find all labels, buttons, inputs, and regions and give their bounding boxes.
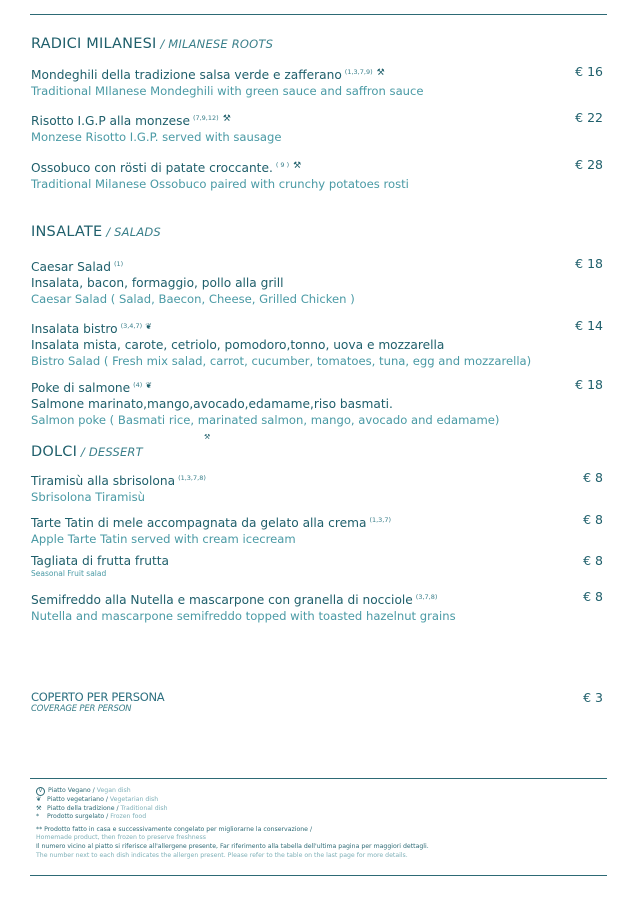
price: € 16	[575, 64, 603, 79]
menu-item-caesar: Caesar Salad $^{(1)}$ Insalata, bacon, formaggio, pollo alla grill Caesar Salad ( Salad, Baecon, Cheese, Grilled Chicken ) € 18	[31, 256, 603, 306]
price: € 14	[575, 318, 603, 333]
menu-item-tiramisu: Tiramisù alla sbrisolona $^{(1,3,7,8)}$ Sbrisolona Tiramisù € 8	[31, 470, 603, 504]
legend-vegan: V Piatto Vegano / Vegan dish	[36, 787, 596, 796]
hammer-icon: ⚒	[222, 114, 231, 124]
footer-rule	[30, 778, 607, 779]
menu-item-poke: Poke di salmone $^{(4)}$ ❦ Salmone marinato,mango,avocado,edamame,riso basmati. Salmon poke ( Basmati rice, marinated salmon, mango, avocado and edamame) € 18	[31, 377, 603, 427]
cover-charge: COPERTO PER PERSONA COVERAGE PER PERSON € 3	[31, 690, 603, 714]
section-title-radici: RADICI MILANESI / MILANESE ROOTS	[31, 36, 274, 52]
price: € 8	[583, 470, 603, 485]
hammer-icon: ⚒	[36, 804, 42, 812]
leaf-icon: ❦	[36, 796, 42, 803]
leaf-icon: ❦	[145, 381, 153, 390]
menu-item-ossobuco: Ossobuco con rösti di patate croccante. $^{( 9 )}$ ⚒ Traditional Milanese Ossobuco paired with crunchy potatoes rosti € 28	[31, 157, 603, 191]
menu-item-tarte: Tarte Tatin di mele accompagnata da gelato alla crema $^{(1,3,7)}$ Apple Tarte Tatin served with cream icecream € 8	[31, 512, 603, 546]
vegan-circle-icon: V	[36, 787, 45, 796]
legend-vegetarian: ❦ Piatto vegetariano / Vegetarian dish	[36, 796, 159, 803]
bottom-rule	[30, 875, 607, 876]
price: € 18	[575, 377, 603, 392]
menu-item-tagliata: Tagliata di frutta frutta Seasonal Fruit salad € 8	[31, 553, 603, 578]
price: € 8	[583, 512, 603, 527]
menu-item-mondeghili: Mondeghili della tradizione salsa verde e zafferano $^{(1,3,7,9)}$ ⚒ Traditional MIlanese Mondeghili with green sauce and saffron sauce € 16	[31, 64, 603, 98]
section-title-dolci: DOLCI / DESSERT	[31, 444, 143, 460]
price: € 22	[575, 110, 603, 125]
legend-notes: ** Prodotto fatto in casa e successivamente congelato per migliorarne la conservazione / Homemade product, then frozen to preserve freshness Il numero vicino al piatto si riferisce all'allergene presente, Far riferimento alla tabella dell'ultima pagina per maggiori dettagli. The number next to each dish indicates the allergen present. Please refer to the table on the last page for more details.	[36, 825, 429, 859]
top-rule	[30, 14, 607, 15]
section-subtitle: MILANESE ROOTS	[168, 37, 274, 51]
price: € 18	[575, 256, 603, 271]
price: € 28	[575, 157, 603, 172]
menu-item-risotto: Risotto I.G.P alla monzese $^{(7,9,12)}$ ⚒ Monzese Risotto I.G.P. served with sausage € 22	[31, 110, 603, 144]
leaf-icon: ❦	[145, 322, 152, 331]
hammer-icon: ⚒	[293, 161, 302, 171]
section-subtitle: DESSERT	[88, 445, 143, 459]
menu-item-semifreddo: Semifreddo alla Nutella e mascarpone con granella di nocciole $^{(3,7,8)}$ Nutella and mascarpone semifreddo topped with toasted hazelnut grains € 8	[31, 589, 603, 623]
hammer-icon: ⚒	[376, 68, 385, 78]
section-subtitle: SALADS	[114, 225, 161, 239]
hammer-icon: ⚒	[204, 433, 211, 441]
legend-traditional: ⚒ Piatto della tradizione / Traditional dish	[36, 804, 168, 812]
legend-frozen: * Prodotto surgelato / Frozen food	[36, 813, 147, 821]
legend	[36, 787, 596, 860]
section-title-insalate: INSALATE / SALADS	[31, 224, 161, 240]
price: € 8	[583, 553, 603, 568]
price: € 8	[583, 589, 603, 604]
menu-item-bistro: Insalata bistro $^{(3,4,7)}$ ❦ Insalata mista, carote, cetriolo, pomodoro,tonno, uova e mozzarella Bistro Salad ( Fresh mix salad, carrot, cucumber, tomatoes, tuna, egg and mozzarella) € 14	[31, 318, 603, 368]
price: € 3	[583, 690, 603, 705]
asterisk-icon: *	[36, 813, 40, 821]
